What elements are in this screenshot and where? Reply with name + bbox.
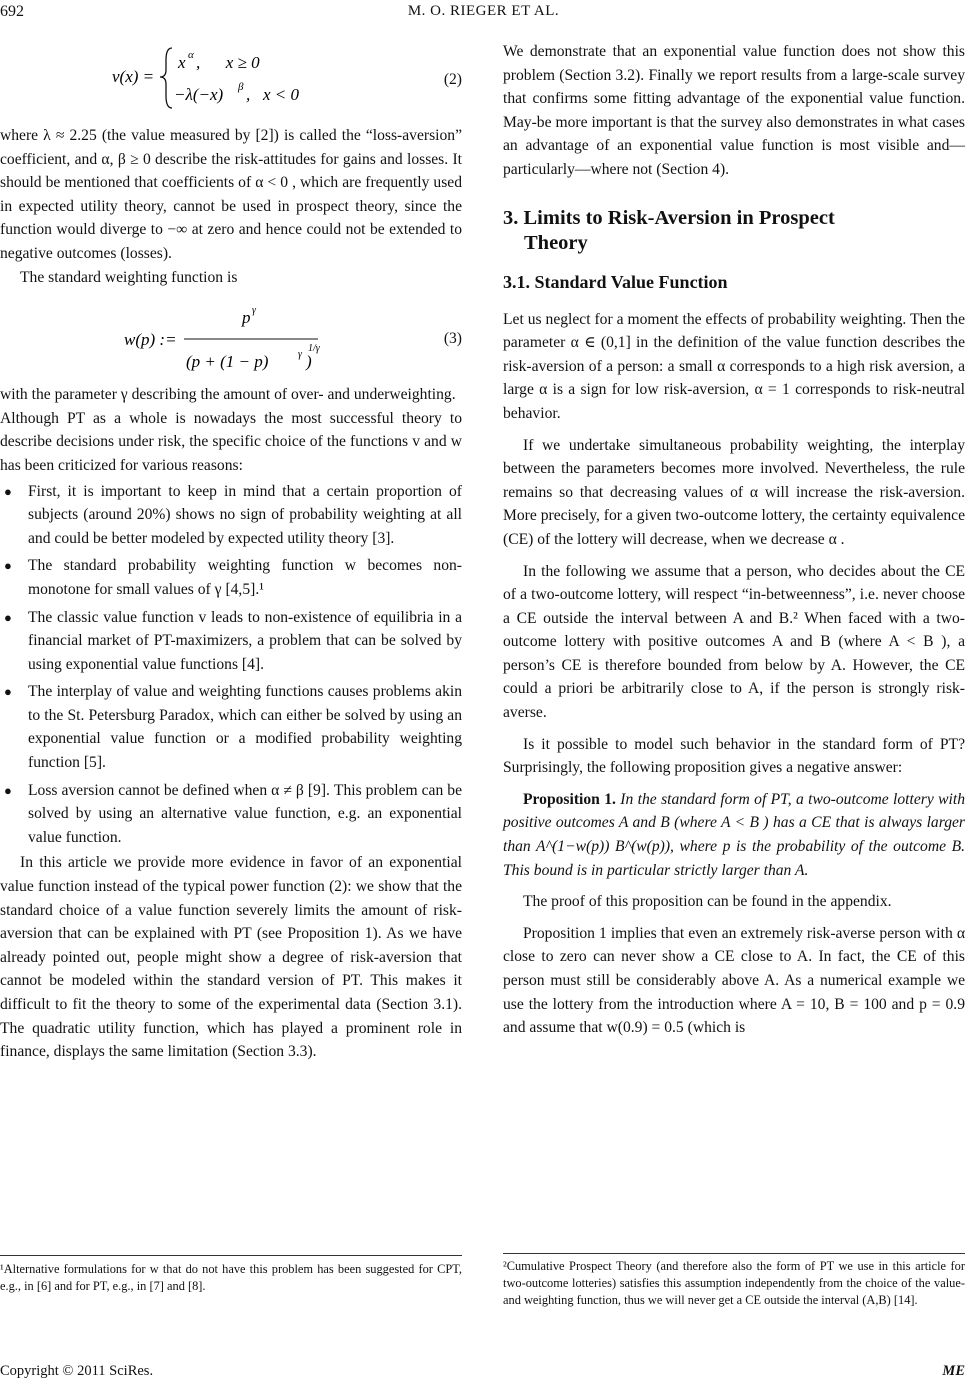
eq3-numerator: p <box>242 308 251 328</box>
footnote-rule-left <box>0 1255 462 1256</box>
bullet-icon: ● <box>4 782 12 798</box>
bullet-icon: ● <box>4 609 12 625</box>
footnote-rule-right <box>503 1253 965 1254</box>
list-item: ● First, it is important to keep in mind that a certain proportion of subjects (around 20%) shows no sign of probability weighting at all and could be better modeled by expected utility theory [3]. <box>0 480 462 551</box>
list-item: ● Loss aversion cannot be defined when α ≠ β [9]. This problem can be solved by using an alternative value function, e.g. an exponential value function. <box>0 779 462 850</box>
proposition-label: Proposition 1. <box>523 790 616 808</box>
paragraph-question: Is it possible to model such behavior in the standard form of PT? Surprisingly, the following proposition gives a negative answer: <box>503 735 965 777</box>
copyright: Copyright © 2011 SciRes. <box>0 1363 154 1379</box>
paragraph-neglect-weighting: Let us neglect for a moment the effects of probability weighting. Then the parameter α ∈ (0,1] in the definition of the value function describes the risk-aversion of a person: a small α corresponds to a high risk aversion, a large α is a sign for low risk-aversion, α = 1 corresponds to risk-neutral behavior. <box>503 310 965 422</box>
paragraph-simultaneous-weighting: If we undertake simultaneous probability weighting, the interplay between the parameters becomes more involved. Nevertheless, the rule remains so that decreasing values of α will increase the risk-aversion. More precisely, for a given two-outcome lottery, the certainty equivalence (CE) of the lottery will decrease, when we decrease α . <box>503 436 965 548</box>
page-number: 692 <box>0 3 24 20</box>
right-column <box>503 40 965 1040</box>
paragraph-demonstration: We demonstrate that an exponential value function does not show this problem (Section 3.2). Finally we report results from a large-scale survey that confirms some fitting advantage of the exponential value function. May-be more important is that the survey also demonstrates in what cases an advantage of an exponential value function is most visible and—particularly—where not (Section 4). <box>503 43 965 178</box>
eq2-case2: −λ(−x) <box>174 85 224 104</box>
bullet-icon: ● <box>4 558 12 574</box>
paragraph-weighting-intro: The standard weighting function is <box>20 268 238 286</box>
eq3-num-sup: γ <box>252 305 256 317</box>
bullet-icon: ● <box>4 684 12 700</box>
paragraph-proof: The proof of this proposition can be found in the appendix. <box>523 893 892 911</box>
list-item: ● The interplay of value and weighting functions causes problems akin to the St. Petersburg Paradox, which can either be solved by using an exponential value function or a modified probability weighting function [5]. <box>0 680 462 774</box>
eq2-case1-sup: α <box>188 49 194 61</box>
paragraph-gamma: with the parameter γ describing the amount of over- and underweighting. <box>0 386 456 404</box>
list-item: ● The standard probability weighting function w becomes non-monotone for small values of γ [4,5].¹ <box>0 554 462 601</box>
eq2-case2-cond: , x < 0 <box>246 85 300 104</box>
journal-abbrev: ME <box>942 1363 965 1379</box>
section-heading: 3. Limits to Risk-Aversion in Prospect Theory <box>503 206 835 254</box>
eq3-den-gamma: γ <box>298 349 302 361</box>
paragraph-article-contribution: In this article we provide more evidence in favor of an exponential value function instead of the typical power function (2): we show that the standard choice of a value function severely limits the amount of risk-aversion that can be explained with PT (see Proposition 1). As we have already pointed out, people might show a degree of risk-aversion that cannot be modeled within the standard version of PT. This makes it difficult to fit the theory to some of the experimental data (Section 3.1). The quadratic utility function, which has played a prominent role in finance, displays the same limitation (Section 3.3). <box>0 854 462 1061</box>
proposition-text: In the standard form of PT, a two-outcome lottery with positive outcomes A and B (where A < B ) has a CE that is always larger than A^(1−w(p)) B^(w(p)), where p is the probability of the outcome B. This bound is in particular strictly larger than A. <box>503 790 965 879</box>
equation-3-graphic <box>124 295 384 381</box>
eq2-lhs: v(x) = <box>112 67 155 86</box>
eq3-denominator: (p + (1 − p) <box>186 352 269 372</box>
eq3-den-outer-sup: 1/γ <box>308 343 320 355</box>
footnote-2: ²Cumulative Prospect Theory (and therefore also the form of PT we use in this article for two-outcome lotteries) satisfies this assumption independently from the choice of the value- and weighting function, thus we will never get a CE outside the interval (A,B) [14]. <box>503 1259 965 1307</box>
eq3-lhs: w(p) := <box>124 330 177 350</box>
list-item: ● The classic value function v leads to non-existence of equilibria in a financial market of PT-maximizers, a problem that can be solved by using exponential value functions [4]. <box>0 606 462 677</box>
page-header <box>0 0 967 26</box>
equation-2-graphic <box>112 40 372 114</box>
paragraph-criticism-intro: Although PT as a whole is nowadays the most successful theory to describe decisions under risk, the specific choice of the functions v and w has been criticized for various reasons: <box>0 409 462 474</box>
equation-2 <box>0 40 462 114</box>
equation-2-number: (2) <box>443 71 462 88</box>
paragraph-implication: Proposition 1 implies that even an extremely risk-averse person with α close to zero can never show a CE close to A. In fact, the CE of this person must still be considerably above A. As a numerical example we use the lottery from the introduction where A = 10, B = 100 and p = 0.9 and assume that w(0.9) = 0.5 (which is <box>503 924 965 1037</box>
eq2-case2-sup: β <box>238 81 244 93</box>
criticism-list <box>0 480 462 850</box>
equation-3 <box>0 295 462 381</box>
proposition-1 <box>503 788 965 882</box>
eq2-case1-cond: , x ≥ 0 <box>196 53 260 72</box>
left-column <box>0 40 462 1064</box>
eq2-case1: x <box>178 53 186 72</box>
footnote-1: ¹Alternative formulations for w that do not have this problem has been suggested for CPT, e.g., in [6] and for PT, e.g., in [7] and [8]. <box>0 1262 462 1293</box>
equation-3-number: (3) <box>443 330 462 348</box>
bullet-icon: ● <box>4 483 12 499</box>
svg-text:): ) <box>306 352 312 372</box>
paragraph-loss-aversion: where λ ≈ 2.25 (the value measured by [2]) is called the “loss-aversion” coefficient, and α, β ≥ 0 describe the risk-attitudes for gains and losses. It should be mentioned that coefficients of α < 0 , which are frequently used in expected utility theory, cannot be used in prospect theory, since the function would diverge to −∞ at zero and hence could not be extended to negative outcomes (losses). <box>0 127 462 262</box>
subsection-heading: 3.1. Standard Value Function <box>503 271 728 292</box>
running-head: M. O. RIEGER ET AL. <box>407 3 560 19</box>
paragraph-in-betweenness: In the following we assume that a person, who decides about the CE of a two-outcome lottery, will respect “in-betweenness”, i.e. never choose a CE outside the interval between A and B.² When faced with a two-outcome lottery with positive outcomes A and B (where A < B ), a person’s CE is therefore bounded from below by A. However, the CE could a priori be arbitrarily close to A, if the person is strongly risk-averse. <box>503 562 965 722</box>
